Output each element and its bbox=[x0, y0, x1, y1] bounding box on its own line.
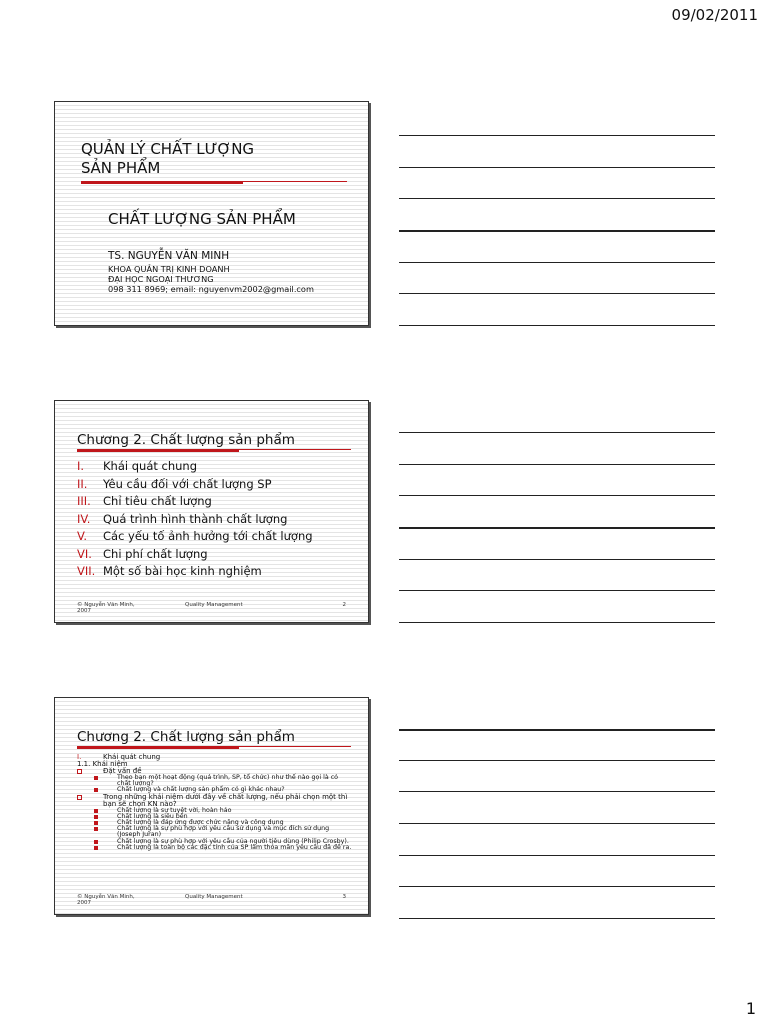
footer-course: Quality Management bbox=[185, 602, 243, 608]
bullet-text: Trong những khái niệm dưới đây về chất lượng, nếu phải chọn một thì bạn sẽ chọn KN nào? bbox=[103, 792, 348, 808]
note-line bbox=[399, 293, 715, 294]
note-line bbox=[399, 760, 715, 761]
outline-text: Một số bài học kinh nghiệm bbox=[103, 564, 262, 578]
footer-copyright: © Nguyễn Văn Minh, 2007 bbox=[77, 894, 135, 906]
note-line bbox=[399, 464, 715, 465]
filled-square-bullet-icon bbox=[94, 846, 98, 850]
outline-item bbox=[77, 512, 313, 530]
filled-square-bullet-icon bbox=[94, 821, 98, 825]
note-line bbox=[399, 886, 715, 887]
slide-1-subtitle: CHẤT LƯỢNG SẢN PHẨM bbox=[108, 210, 296, 228]
title-underline-bar bbox=[81, 181, 243, 184]
outline-text: Các yếu tố ảnh hưởng tới chất lượng bbox=[103, 529, 313, 543]
title-underline-rule bbox=[239, 746, 351, 747]
footer-copyright: © Nguyễn Văn Minh, 2007 bbox=[77, 602, 135, 614]
title-underline-rule bbox=[243, 181, 347, 182]
sub-bullet-text: Chất lượng là sự tuyệt vời, hoàn hảo bbox=[117, 806, 232, 814]
bullet-item bbox=[77, 794, 352, 808]
outline-text: Khái quát chung bbox=[103, 459, 198, 473]
outline-number: I. bbox=[77, 459, 85, 473]
filled-square-bullet-icon bbox=[94, 815, 98, 819]
sub-bullet-text: Chất lượng là siêu bền bbox=[117, 812, 188, 820]
note-line bbox=[399, 622, 715, 623]
sub-bullet-text: Chất lượng và chất lượng sản phẩm có gì khác nhau? bbox=[117, 786, 285, 794]
title-underline-bar bbox=[77, 449, 239, 452]
section-text: Khái quát chung bbox=[103, 753, 161, 761]
footer-slide-number: 3 bbox=[342, 894, 346, 900]
sub-bullet-text: Chất lượng là toàn bộ các đặc tính của SP làm thỏa mãn yêu cầu đã đề ra. bbox=[117, 843, 352, 851]
slide-2-title: Chương 2. Chất lượng sản phẩm bbox=[77, 432, 295, 448]
title-underline-bar bbox=[77, 746, 239, 749]
note-line bbox=[399, 325, 715, 326]
outline-item bbox=[77, 547, 313, 565]
note-line bbox=[399, 432, 715, 433]
outline-item bbox=[77, 477, 313, 495]
note-line bbox=[399, 198, 715, 199]
sub-bullet-text: Chất lượng là sự phù hợp với yêu cầu của người tiêu dùng (Philip Crosby). bbox=[117, 837, 349, 845]
note-line bbox=[399, 823, 715, 824]
outline-item bbox=[77, 494, 313, 512]
outline-text: Quá trình hình thành chất lượng bbox=[103, 511, 288, 526]
outline-number: V. bbox=[77, 529, 88, 543]
contact: 098 311 8969; email: nguyenvm2002@gmail.com bbox=[108, 284, 314, 294]
note-line bbox=[399, 230, 715, 232]
filled-square-bullet-icon bbox=[94, 809, 98, 813]
slide-footer bbox=[77, 894, 346, 908]
slide-1-thumbnail bbox=[54, 101, 369, 326]
page-number: 1 bbox=[745, 999, 756, 1018]
note-line bbox=[399, 495, 715, 496]
outline-number: III. bbox=[77, 494, 91, 508]
filled-square-bullet-icon bbox=[94, 788, 98, 792]
note-line bbox=[399, 527, 715, 529]
slide-3-thumbnail bbox=[54, 697, 369, 915]
note-line bbox=[399, 791, 715, 792]
university: ĐẠI HỌC NGOẠI THƯƠNG bbox=[108, 274, 214, 284]
note-line bbox=[399, 262, 715, 263]
outline-number: VI. bbox=[77, 546, 92, 561]
filled-square-bullet-icon bbox=[94, 776, 98, 780]
outline-text: Chỉ tiêu chất lượng bbox=[103, 494, 212, 508]
slide-3-title: Chương 2. Chất lượng sản phẩm bbox=[77, 729, 295, 745]
title-line-1: QUẢN LÝ CHẤT LƯỢNG bbox=[81, 140, 255, 158]
section-number: I. bbox=[77, 753, 82, 761]
author-name: TS. NGUYỄN VĂN MINH bbox=[108, 250, 230, 262]
hollow-square-bullet-icon bbox=[77, 795, 82, 800]
note-line bbox=[399, 855, 715, 856]
title-line-2: SẢN PHẨM bbox=[81, 159, 161, 177]
sub-bullet-item bbox=[77, 845, 352, 851]
subsection-heading: 1.1. Khái niệm bbox=[77, 760, 128, 768]
title-underline-rule bbox=[239, 449, 351, 450]
outline-item bbox=[77, 564, 313, 582]
outline-number: VII. bbox=[77, 564, 96, 578]
page-date: 09/02/2011 bbox=[671, 6, 758, 24]
outline-text: Chi phí chất lượng bbox=[103, 546, 208, 561]
note-line bbox=[399, 729, 715, 731]
note-line bbox=[399, 918, 715, 919]
bullet-text: Đặt vấn đề bbox=[103, 767, 142, 775]
faculty: KHOA QUẢN TRỊ KINH DOANH bbox=[108, 264, 230, 274]
sub-bullet-text: Chất lượng là sự phù hợp với yêu cầu sử dụng và mục đích sử dụng (Joseph Juran) bbox=[117, 825, 330, 839]
outline-number: IV. bbox=[77, 511, 91, 526]
chapter-outline bbox=[77, 459, 313, 582]
hollow-square-bullet-icon bbox=[77, 769, 82, 774]
filled-square-bullet-icon bbox=[94, 827, 98, 831]
note-line bbox=[399, 135, 715, 136]
outline-item bbox=[77, 459, 313, 477]
note-line bbox=[399, 167, 715, 168]
note-line bbox=[399, 590, 715, 591]
outline-text: Yêu cầu đối với chất lượng SP bbox=[103, 476, 272, 491]
sub-bullet-text: Theo bạn một hoạt động (quá trình, SP, tổ chức) như thế nào gọi là có chất lượng? bbox=[117, 774, 339, 788]
slide-1-title bbox=[81, 140, 254, 178]
filled-square-bullet-icon bbox=[94, 840, 98, 844]
sub-bullet-text: Chất lượng là đáp ứng được chức năng và công dụng bbox=[117, 819, 284, 827]
slide-footer bbox=[77, 602, 346, 616]
note-line bbox=[399, 559, 715, 560]
slide-2-thumbnail bbox=[54, 400, 369, 623]
slide-3-content bbox=[77, 754, 352, 851]
author-info bbox=[108, 264, 314, 294]
outline-number: II. bbox=[77, 476, 88, 491]
outline-item bbox=[77, 529, 313, 547]
footer-slide-number: 2 bbox=[342, 602, 346, 608]
footer-course: Quality Management bbox=[185, 894, 243, 900]
